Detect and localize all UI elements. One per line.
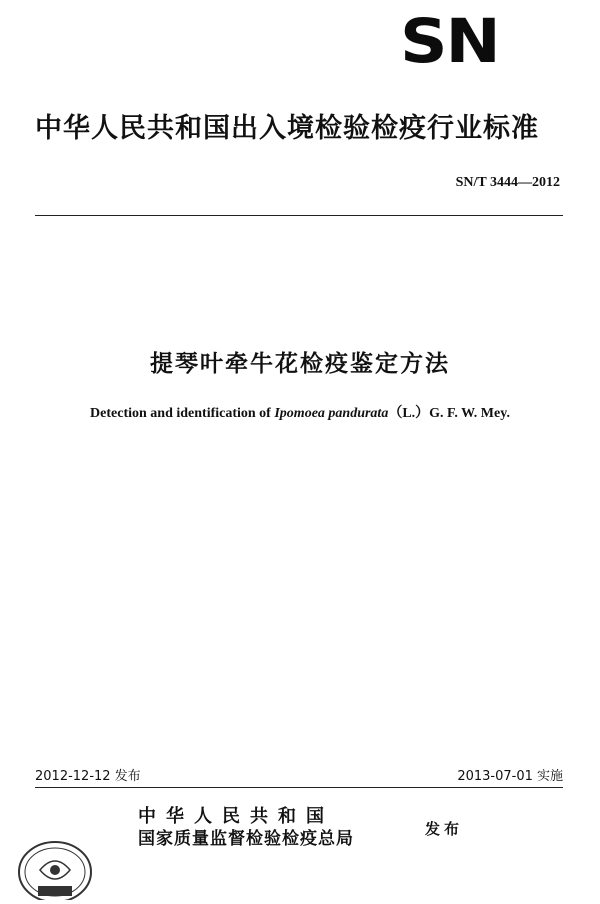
publish-label: 发布 <box>425 820 464 838</box>
title-en-prefix: Detection and identification of <box>90 406 275 421</box>
standard-number: SN/T 3444—2012 <box>455 175 560 190</box>
issuer-country: 中华人民共和国 <box>138 806 334 827</box>
document-title-english <box>0 402 600 422</box>
implementation-date: 2013-07-01 实施 <box>457 769 563 784</box>
title-en-species: Ipomoea pandurata <box>274 406 389 421</box>
sn-logo: SN <box>400 5 499 77</box>
document-title-chinese: 提琴叶牵牛花检疫鉴定方法 <box>150 351 450 377</box>
issuer-block <box>138 806 418 850</box>
issue-date: 2012-12-12 发布 <box>35 769 141 784</box>
issuer-agency: 国家质量监督检验检疫总局 <box>138 829 354 849</box>
publisher-stamp-icon <box>10 830 100 900</box>
title-en-suffix: （L.）G. F. W. Mey. <box>388 406 510 421</box>
industry-standard-title: 中华人民共和国出入境检验检疫行业标准 <box>35 113 539 144</box>
header-divider <box>35 215 563 216</box>
footer-divider <box>35 787 563 788</box>
